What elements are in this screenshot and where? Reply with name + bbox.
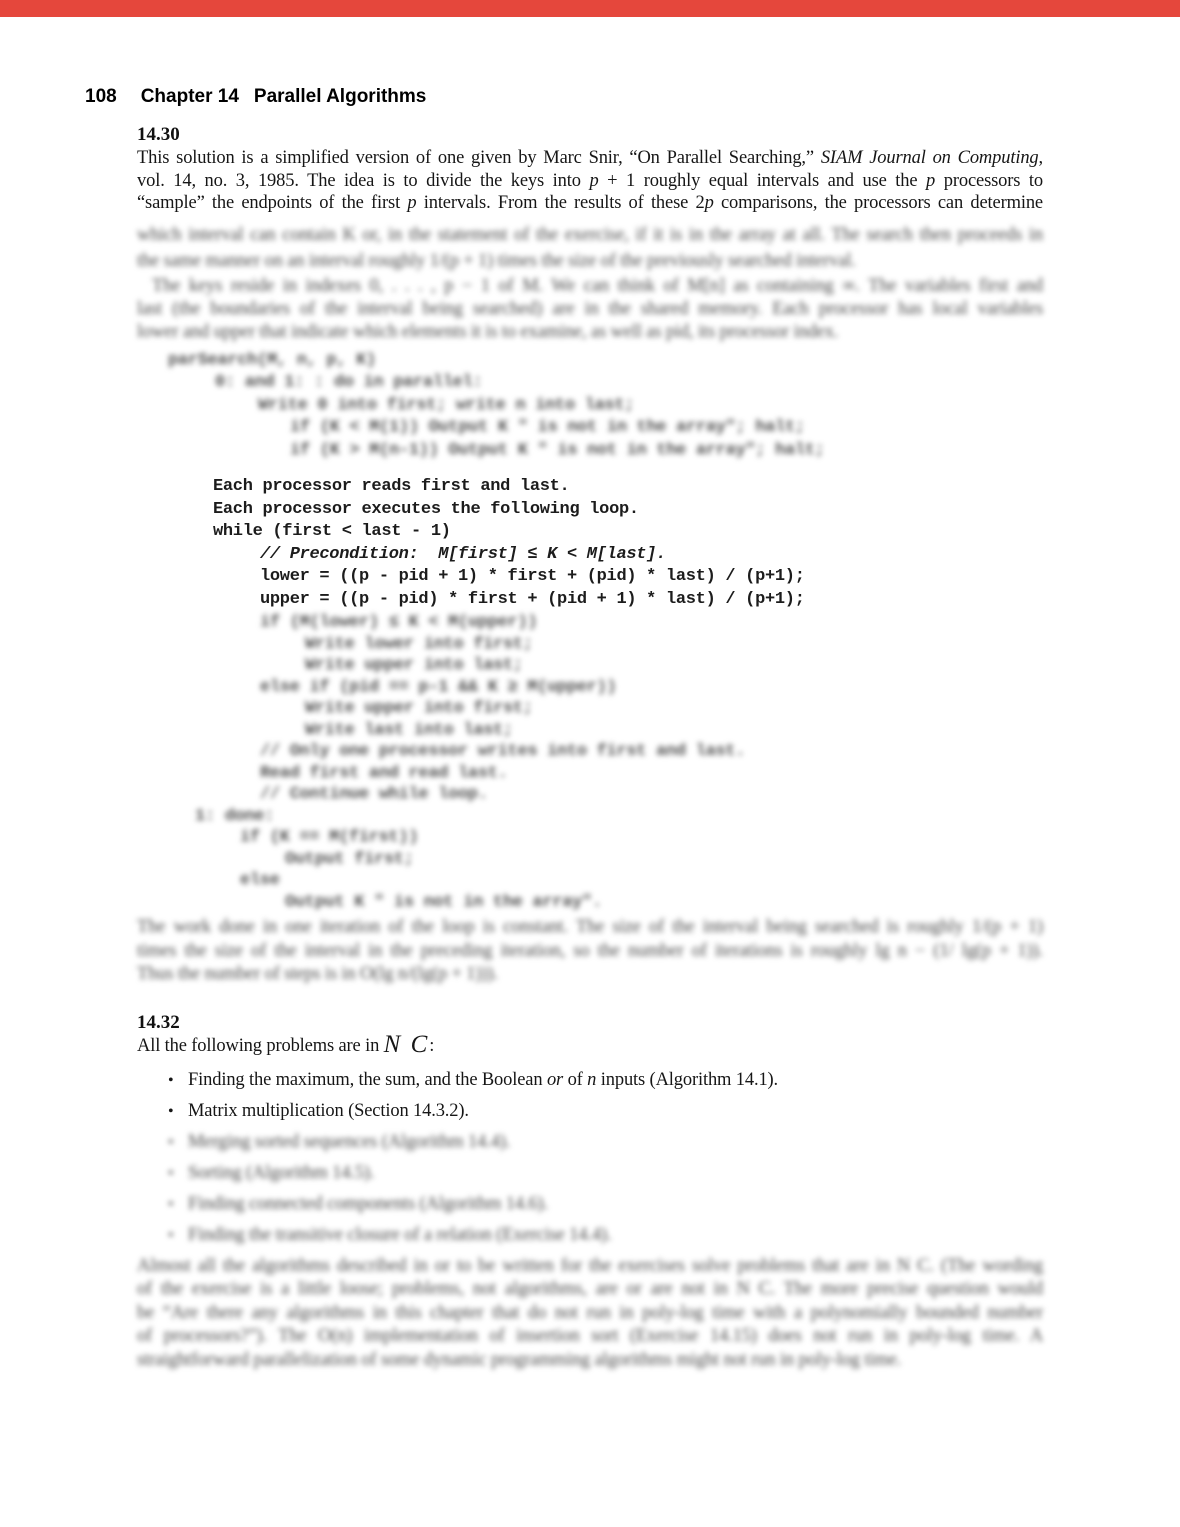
- nc-bullet-list: [137, 1069, 1043, 1255]
- text-line: lower and upper that indicate which elements it is to examine, as well as pid, its processor index.: [137, 322, 839, 342]
- text-run: intervals. From the results of these 2: [416, 193, 705, 213]
- page-header: [85, 86, 426, 108]
- list-item-text: [188, 1100, 469, 1123]
- code-line: lower = ((p - pid + 1) * first + (pid) * last) / (p+1);: [260, 567, 805, 586]
- section-heading-14-30: 14.30: [137, 124, 180, 145]
- code-line: Each processor reads first and last.: [213, 477, 570, 496]
- code-line: upper = ((p - pid) * first + (pid + 1) * last) / (p+1);: [260, 589, 805, 609]
- text-run: N C: [383, 1031, 430, 1058]
- text-run: Finding the maximum, the sum, and the Boolean: [188, 1070, 547, 1090]
- text-run: p: [407, 193, 417, 213]
- top-accent-bar: [0, 0, 1180, 17]
- text-line: times the size of the interval in the preceding iteration, so the number of iterations is roughly lg n − (1/ lg(p + 1)).: [137, 940, 1043, 961]
- code-block-loop-clear: [137, 476, 1043, 611]
- text-line: last (the boundaries of the interval being searched) are in the shared memory. Each processor has local variables: [137, 299, 1043, 319]
- list-item: [137, 1131, 1043, 1162]
- text-run: inputs (Algorithm 14.1).: [596, 1070, 779, 1090]
- code-line: if (K > M(n-1)) Output K " is not in the array"; halt;: [290, 440, 825, 460]
- list-item: [137, 1162, 1043, 1193]
- list-item-text: [188, 1069, 778, 1092]
- text-run: or: [546, 1070, 564, 1090]
- text-line: The work done in one iteration of the loop is constant. The size of the interval being searched is roughly 1/(p + 1): [137, 917, 1043, 937]
- code-line: Read first and read last.: [260, 763, 508, 783]
- code-block-parsearch-blurred: [137, 350, 1043, 462]
- text-line: of processors?”). The O(n) implementation of insertion sort (Exercise 14.15) does not run in poly-log time. A: [137, 1326, 1043, 1347]
- bullet-icon: •: [168, 1103, 174, 1120]
- paragraph-final-blurred: [137, 1255, 1043, 1372]
- bullet-icon: •: [168, 1134, 174, 1151]
- code-line: while (first < last - 1): [213, 522, 451, 541]
- text-run: + 1 roughly equal intervals and use the: [598, 170, 927, 191]
- code-line: else if (pid == p-1 && K ≥ M(upper)): [260, 677, 617, 697]
- code-line: // Precondition: M[first] ≤ K < M[last].: [260, 544, 666, 564]
- code-line: Write lower into first;: [305, 634, 533, 654]
- chapter-title: Parallel Algorithms: [253, 86, 427, 107]
- list-item: [137, 1100, 1043, 1131]
- code-line: if (K == M(first)): [240, 828, 419, 847]
- text-run: processors to: [935, 170, 1044, 191]
- paragraph-intro-blurred: [137, 222, 1043, 274]
- paragraph-keys-blurred: [137, 275, 1043, 344]
- text-run: p: [704, 193, 714, 213]
- text-run: This solution is a simplified version of one given by Marc Snir, “On Parallel Searching,”: [137, 148, 821, 168]
- code-line: if (M(lower) ≤ K < M(upper)): [260, 613, 538, 632]
- code-line: // Only one processor writes into first and last.: [260, 742, 746, 761]
- text-run: vol. 14, no. 3, 1985. The idea is to divide the keys into: [137, 170, 590, 191]
- text-line: be “Are there any algorithms in this chapter that do not run in poly-log time with a polynomially bounded number: [137, 1302, 1043, 1323]
- code-line: else: [240, 871, 280, 890]
- paragraph-intro-clear: [137, 147, 1043, 215]
- text-run: SIAM Journal on Computing: [820, 148, 1039, 168]
- text-run: All the following problems are in: [137, 1036, 384, 1056]
- paragraph-analysis-blurred: [137, 916, 1043, 987]
- code-line: Write upper into first;: [305, 699, 533, 718]
- text-line: Almost all the algorithms described in or to be written for the exercises solve problems that are in N C. (The wording: [137, 1256, 1043, 1276]
- text-run: p: [589, 170, 599, 191]
- text-line: [137, 1031, 1043, 1058]
- code-line: Write last into last;: [305, 720, 513, 740]
- bullet-icon: •: [168, 1165, 174, 1182]
- text-line: [137, 147, 1043, 170]
- code-line: if (K < M(1)) Output K " is not in the array"; halt;: [290, 418, 805, 438]
- text-line: of the exercise is a little loose; problems, not algorithms, are or are not in N C. The more precise question would: [137, 1279, 1043, 1300]
- section-heading-14-32: 14.32: [137, 1012, 180, 1033]
- bullet-icon: •: [168, 1196, 174, 1213]
- list-item-text: Finding connected components (Algorithm 14.6).: [188, 1194, 548, 1214]
- text-run: “sample” the endpoints of the first: [137, 193, 408, 213]
- text-run: of: [563, 1070, 588, 1090]
- code-line: 0: and 1: : do in parallel:: [215, 373, 483, 393]
- page-number: 108: [85, 86, 117, 107]
- text-line: straightforward parallelization of some dynamic programming algorithms might not run in poly-log time.: [137, 1349, 902, 1370]
- list-item-text: Merging sorted sequences (Algorithm 14.4).: [188, 1132, 511, 1152]
- text-line: The keys reside in indexes 0, . . . , p − 1 of M. We can think of M[n] as containing ∞. The variables first and: [152, 276, 1043, 296]
- text-run: Matrix multiplication (Section 14.3.2).: [188, 1101, 469, 1121]
- code-line: Write 0 into first; write n into last;: [258, 395, 635, 415]
- code-line: Write upper into last;: [305, 656, 523, 675]
- list-item: [137, 1069, 1043, 1100]
- text-line: Thus the number of steps is in O(lg n/(lg(p + 1))).: [137, 964, 498, 984]
- chapter-label: Chapter 14: [140, 86, 239, 107]
- text-run: p: [926, 170, 936, 191]
- code-line: // Continue while loop.: [260, 785, 488, 804]
- list-item-text: Finding the transitive closure of a relation (Exercise 14.4).: [188, 1225, 612, 1245]
- text-run: comparisons, the processors can determine: [713, 193, 1043, 213]
- list-item-text: Sorting (Algorithm 14.5).: [188, 1163, 375, 1183]
- nc-intro-line: [137, 1031, 1043, 1058]
- code-line: 1: done:: [195, 806, 275, 826]
- text-run: :: [429, 1036, 435, 1056]
- text-run: n: [587, 1070, 597, 1090]
- code-line: Each processor executes the following loop.: [213, 499, 639, 519]
- text-line: which interval can contain K or, in the statement of the exercise, if it is in the array at all. The search then proceeds in: [137, 225, 1043, 245]
- code-line: Output K " is not in the array".: [285, 892, 602, 912]
- text-line: [137, 170, 1043, 193]
- bullet-icon: •: [168, 1072, 174, 1089]
- list-item: [137, 1224, 1043, 1255]
- bullet-icon: •: [168, 1227, 174, 1244]
- text-line: the same manner on an interval roughly 1/(p + 1) times the size of the previously searched interval.: [137, 251, 856, 271]
- code-line: Output first;: [285, 849, 414, 869]
- code-line: parSearch(M, n, p, K): [168, 351, 376, 370]
- text-run: ,: [1038, 148, 1043, 168]
- code-block-body-blurred: [137, 612, 1043, 913]
- text-line: [137, 192, 1043, 215]
- list-item: [137, 1193, 1043, 1224]
